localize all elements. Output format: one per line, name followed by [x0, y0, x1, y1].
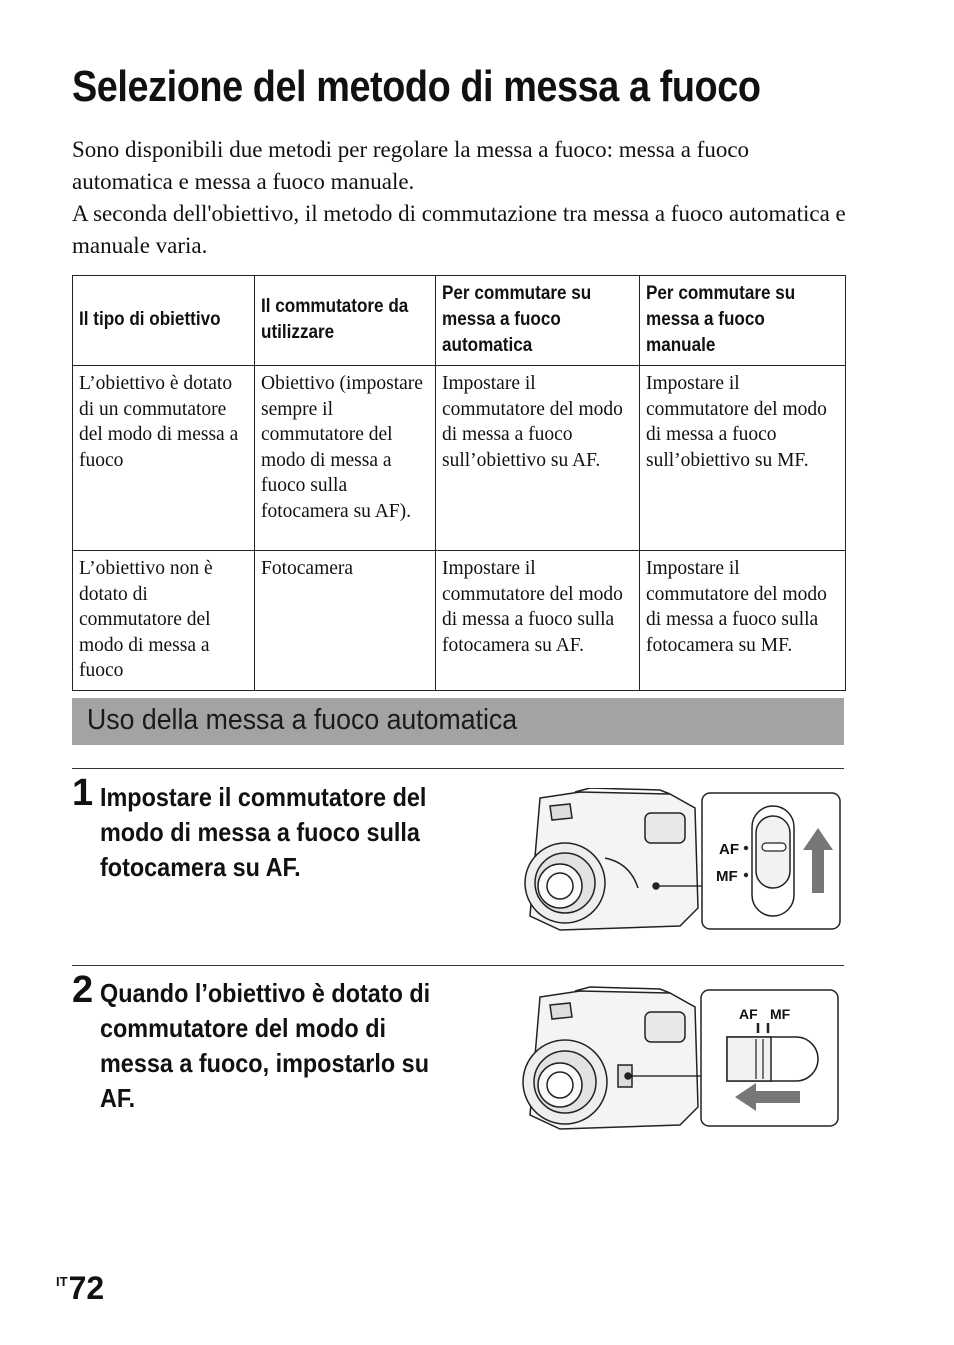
step-number: 1: [72, 772, 94, 814]
table-header-cell: Per commutare su messa a fuoco automatica: [436, 276, 640, 366]
section-title: Uso della messa a fuoco automatica: [87, 704, 518, 736]
camera-focus-switch-illustration: [520, 788, 844, 934]
table-header-cell: Il commutatore da utilizzare: [255, 276, 436, 366]
lens-focus-switch-illustration: [520, 985, 844, 1133]
step-text: Quando l’obiettivo è dotato di commutatore del modo di messa a fuoco, impostarlo su AF.: [100, 978, 431, 1113]
af-label: AF: [719, 841, 739, 858]
table-cell: L’obiettivo non è dotato di commutatore del modo di messa a fuoco: [73, 551, 255, 691]
step-text: Impostare il commutatore del modo di messa a fuoco sulla fotocamera su AF.: [100, 782, 427, 882]
divider: [72, 768, 844, 769]
table-header-cell: Per commutare su messa a fuoco manuale: [640, 276, 846, 366]
intro-paragraph-1: Sono disponibili due metodi per regolare la messa a fuoco: messa a fuoco automatica e messa a fuoco manuale.: [72, 137, 750, 194]
table-cell: Fotocamera: [255, 551, 436, 691]
mf-label: MF: [770, 1006, 791, 1022]
table-header-row: [73, 276, 846, 366]
section-header: [72, 698, 844, 745]
table-cell: Impostare il commutatore del modo di messa a fuoco sulla fotocamera su MF.: [640, 551, 846, 691]
camera-body-icon: [523, 987, 701, 1129]
divider: [72, 965, 844, 966]
focus-method-table: [72, 275, 846, 691]
table-row: [73, 551, 846, 691]
mf-label: MF: [716, 868, 738, 885]
page-title: Selezione del metodo di messa a fuoco: [72, 62, 761, 111]
language-code: IT: [56, 1274, 68, 1289]
intro-text: [72, 134, 852, 262]
camera-body-icon: [525, 788, 702, 930]
table-cell: Impostare il commutatore del modo di messa a fuoco sull’obiettivo su AF.: [436, 366, 640, 551]
table-cell: Impostare il commutatore del modo di messa a fuoco sull’obiettivo su MF.: [640, 366, 846, 551]
af-label: AF: [739, 1006, 758, 1022]
table-row: [73, 366, 846, 551]
page-number-value: 72: [68, 1270, 105, 1306]
table-header-cell: Il tipo di obiettivo: [73, 276, 255, 366]
table-cell: Obiettivo (impostare sempre il commutatore del modo di messa a fuoco sulla fotocamera su AF).: [255, 366, 436, 551]
table-cell: L’obiettivo è dotato di un commutatore del modo di messa a fuoco: [73, 366, 255, 551]
step-number: 2: [72, 969, 94, 1011]
intro-paragraph-2: A seconda dell'obiettivo, il metodo di commutazione tra messa a fuoco automatica e manuale varia.: [72, 201, 846, 258]
table-cell: Impostare il commutatore del modo di messa a fuoco sulla fotocamera su AF.: [436, 551, 640, 691]
page-number: [56, 1270, 104, 1307]
